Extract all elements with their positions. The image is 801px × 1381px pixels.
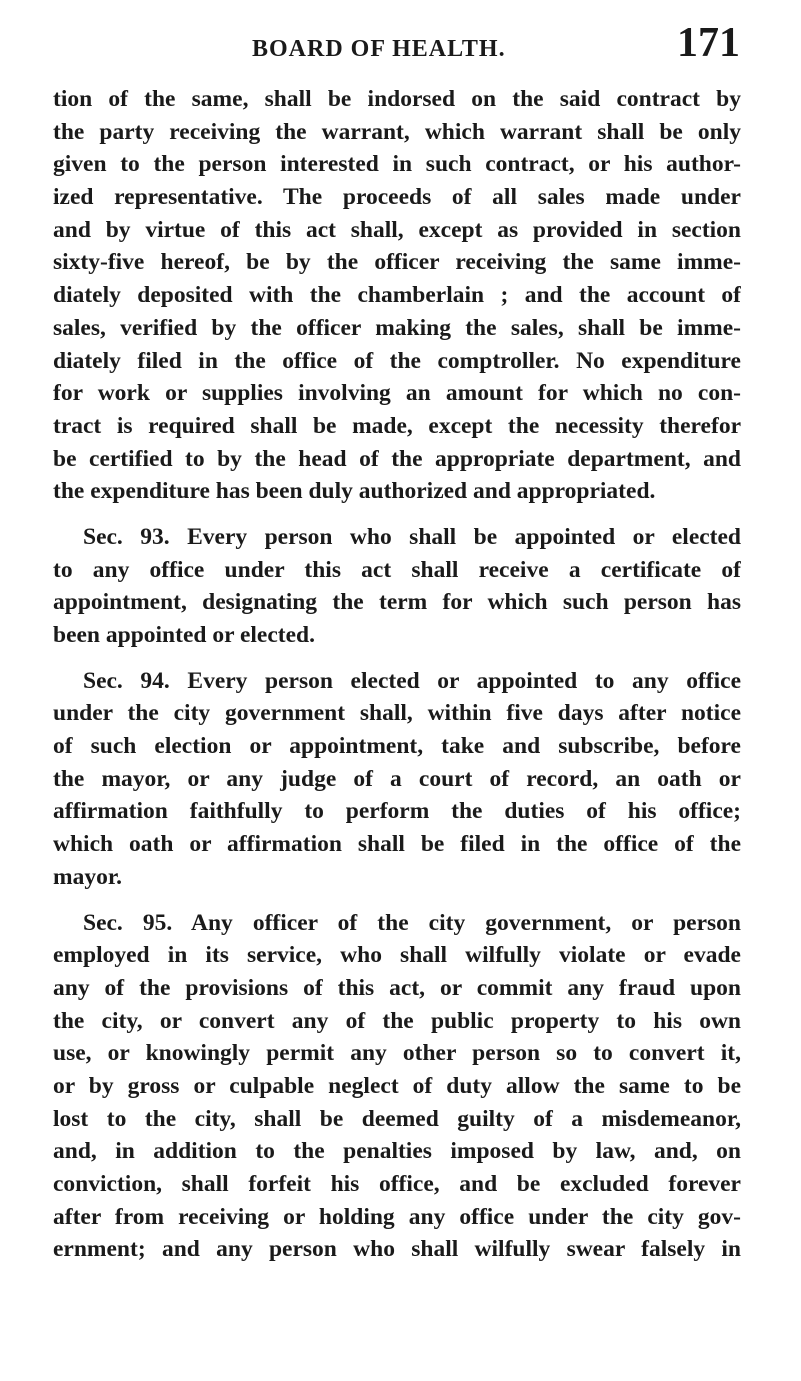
text-line: given to the person interested in such contract, or his author- [53, 151, 741, 178]
text-line: and by virtue of this act shall, except as provided in section [53, 216, 741, 243]
text-line: ized representative. The proceeds of all sales made under [53, 184, 741, 211]
text-line: mayor. [53, 863, 122, 890]
text-line: conviction, shall forfeit his office, and be excluded forever [53, 1171, 741, 1197]
text-line: the expenditure has been duly authorized and appropriated. [53, 478, 656, 505]
section-94 [53, 665, 741, 894]
text-line: the mayor, or any judge of a court of record, an oath or [53, 765, 741, 792]
text-line: tion of the same, shall be indorsed on the said contract by [53, 86, 741, 112]
body-text [53, 83, 741, 1266]
text-line: sales, verified by the officer making the sales, shall be imme- [53, 314, 741, 341]
page-number: 171 [677, 20, 740, 66]
running-title: BOARD OF HEALTH. [252, 36, 506, 62]
text-line: tract is required shall be made, except the necessity therefor [53, 412, 741, 439]
text-line: use, or knowingly permit any other person so to convert it, [53, 1040, 741, 1067]
running-head [52, 22, 740, 70]
paragraph-gap [53, 508, 741, 521]
text-line: lost to the city, shall be deemed guilty of a misdemeanor, [53, 1105, 741, 1132]
text-line: Sec. 94. Every person elected or appointed to any office [83, 667, 741, 694]
text-line: Sec. 95. Any officer of the city government, or person [83, 909, 741, 936]
text-line: to any office under this act shall receive a certificate of [53, 556, 741, 583]
text-line: diately filed in the office of the comptroller. No expenditure [53, 347, 741, 374]
text-line: of such election or appointment, take and subscribe, before [53, 733, 741, 760]
text-line: under the city government shall, within five days after notice [53, 700, 741, 727]
text-line: employed in its service, who shall wilfully violate or evade [53, 942, 741, 969]
text-line: for work or supplies involving an amount for which no con- [53, 380, 741, 407]
section-93 [53, 521, 741, 652]
text-line: the city, or convert any of the public property to his own [53, 1007, 741, 1034]
text-line: be certified to by the head of the appropriate department, and [53, 445, 741, 472]
text-line: or by gross or culpable neglect of duty allow the same to be [53, 1072, 741, 1099]
text-line: appointment, designating the term for which such person has [53, 589, 741, 616]
text-line: diately deposited with the chamberlain ; and the account of [53, 282, 741, 309]
text-line: any of the provisions of this act, or commit any fraud upon [53, 974, 741, 1001]
text-line: the party receiving the warrant, which warrant shall be only [53, 118, 741, 145]
section-95 [53, 907, 741, 1267]
text-line: ernment; and any person who shall wilfully swear falsely in [53, 1236, 741, 1263]
paragraph-gap [53, 652, 741, 665]
text-line: affirmation faithfully to perform the duties of his office; [53, 798, 741, 825]
text-line: Sec. 93. Every person who shall be appointed or elected [83, 523, 741, 550]
text-line: after from receiving or holding any office under the city gov- [53, 1203, 741, 1230]
paragraph-gap [53, 894, 741, 907]
text-line: which oath or affirmation shall be filed in the office of the [53, 831, 741, 858]
paragraph-continuation [53, 83, 741, 508]
text-line: and, in addition to the penalties imposed by law, and, on [53, 1138, 741, 1165]
text-line: sixty-five hereof, be by the officer receiving the same imme- [53, 249, 741, 276]
text-line: been appointed or elected. [53, 622, 315, 648]
